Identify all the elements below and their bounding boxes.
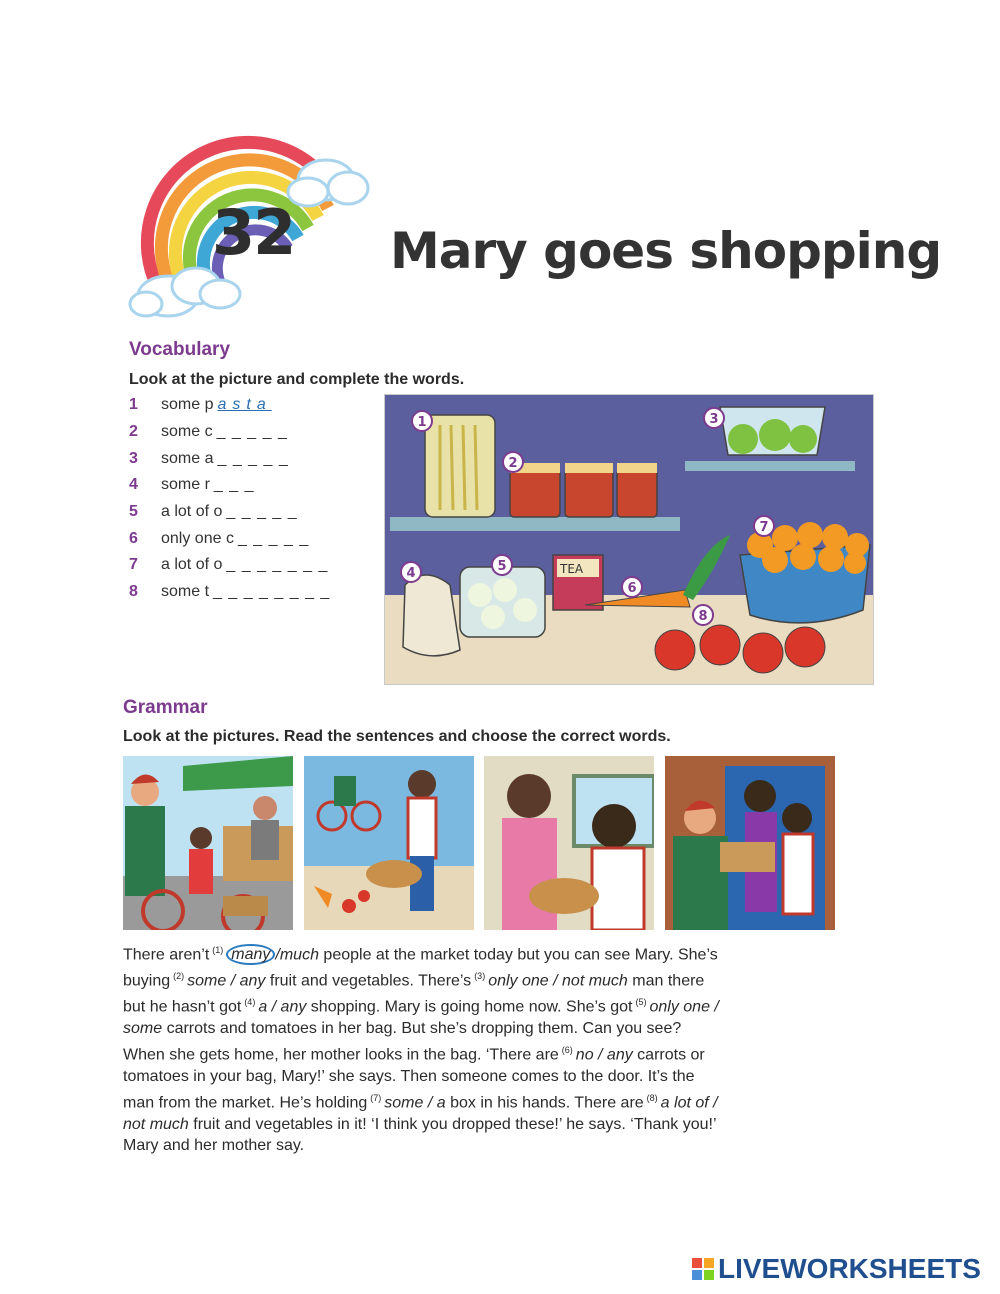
gap-number: (8) xyxy=(646,1092,658,1103)
vocabulary-heading: Vocabulary xyxy=(129,339,231,360)
item-number: 1 xyxy=(129,396,138,413)
picture-label: 5 xyxy=(497,559,507,574)
grammar-instruction: Look at the pictures. Read the sentences and choose the correct words. xyxy=(123,728,671,745)
liveworksheets-logo-icon xyxy=(692,1258,714,1280)
story-text: fruit and vegetables. There’s xyxy=(265,972,472,990)
story-text: carrots or tomatoes in your bag, Mary!’ she says. Then someone comes to the door. It’s the man from the market. He’s holding xyxy=(123,1046,705,1111)
gap-number: (6) xyxy=(561,1044,573,1055)
option-choice[interactable]: some / any xyxy=(187,972,266,990)
picture-label: 2 xyxy=(508,456,518,471)
page-title: Mary goes shopping xyxy=(390,222,942,280)
option-choice[interactable]: only one / not much xyxy=(488,972,628,990)
story-text: shopping. Mary is going home now. She’s got xyxy=(306,998,633,1016)
answer-field[interactable]: _ _ _ _ _ xyxy=(237,530,310,547)
answer-field[interactable]: _ _ _ xyxy=(213,476,255,493)
answer-field[interactable]: _ _ _ _ _ xyxy=(217,450,289,467)
item-prompt: some p xyxy=(161,396,214,413)
vocabulary-instruction: Look at the picture and complete the words. xyxy=(129,371,465,388)
gap-number: (2) xyxy=(173,971,185,982)
gap-number: (3) xyxy=(474,971,486,982)
unit-number: 32 xyxy=(212,196,295,269)
picture-label: 6 xyxy=(627,581,637,596)
kitchen-shelf-illustration xyxy=(384,394,874,685)
gap-number: (1) xyxy=(212,945,224,955)
gap-number: (7) xyxy=(370,1092,382,1103)
option-choice[interactable]: /much xyxy=(275,946,319,964)
liveworksheets-logo-text: LIVEWORKSHEETS xyxy=(718,1253,981,1284)
story-text: people at the market today but you can see Mary. She’s buying xyxy=(123,946,718,990)
comic-panel-market xyxy=(123,756,293,930)
picture-label: 8 xyxy=(698,609,708,624)
item-prompt: a lot of o xyxy=(161,503,223,520)
option-choice[interactable]: no / any xyxy=(575,1046,633,1064)
story-text: fruit and vegetables in it! ‘I think you dropped these!’ he says. ‘Thank you!’ Mary and her mother say. xyxy=(123,1115,716,1155)
answer-field[interactable]: _ _ _ _ _ xyxy=(216,423,288,440)
story-text: carrots and tomatoes in her bag. But she’s dropping them. Can you see? When she gets home, her mother looks in the bag. ‘There are xyxy=(123,1020,682,1064)
item-number: 8 xyxy=(129,583,138,600)
option-choice-circled[interactable]: many xyxy=(226,944,275,965)
option-choice[interactable]: a / any xyxy=(258,998,307,1016)
item-prompt: some c xyxy=(161,423,213,440)
item-prompt: some a xyxy=(161,450,214,467)
item-number: 2 xyxy=(129,423,138,440)
item-number: 4 xyxy=(129,476,138,493)
answer-field[interactable]: _ _ _ _ _ _ _ _ xyxy=(213,583,331,600)
item-prompt: some r xyxy=(161,476,210,493)
grammar-story-text xyxy=(123,940,723,1157)
answer-field[interactable]: _ _ _ _ _ xyxy=(226,503,298,520)
item-number: 7 xyxy=(129,556,138,573)
gap-number: (5) xyxy=(635,997,647,1008)
item-number: 3 xyxy=(129,450,138,467)
item-prompt: some t xyxy=(161,583,210,600)
story-text: There aren’t xyxy=(123,946,210,964)
picture-label: 3 xyxy=(709,412,719,427)
grammar-heading: Grammar xyxy=(123,697,208,718)
option-choice[interactable]: a lot of / not much xyxy=(123,1093,718,1133)
comic-panel-kitchen xyxy=(484,756,654,930)
answer-field[interactable]: _ _ _ _ _ _ _ xyxy=(226,556,329,573)
item-prompt: a lot of o xyxy=(161,556,223,573)
item-number: 5 xyxy=(129,503,138,520)
comic-panel-street xyxy=(304,756,474,930)
tea-label: TEA xyxy=(560,562,584,576)
gap-number: (4) xyxy=(244,997,256,1008)
option-choice[interactable]: some / a xyxy=(384,1093,446,1111)
picture-label: 1 xyxy=(417,415,427,430)
item-prompt: only one c xyxy=(161,530,234,547)
answer-field[interactable]: asta xyxy=(217,396,272,413)
picture-label: 7 xyxy=(759,520,769,535)
story-text: man there but he hasn’t got xyxy=(123,972,705,1016)
liveworksheets-logo[interactable] xyxy=(692,1254,981,1284)
story-text: box in his hands. There are xyxy=(445,1093,644,1111)
option-choice[interactable]: only one / some xyxy=(123,998,719,1038)
comic-panel-doorway xyxy=(665,756,835,930)
picture-label: 4 xyxy=(406,566,416,581)
item-number: 6 xyxy=(129,530,138,547)
